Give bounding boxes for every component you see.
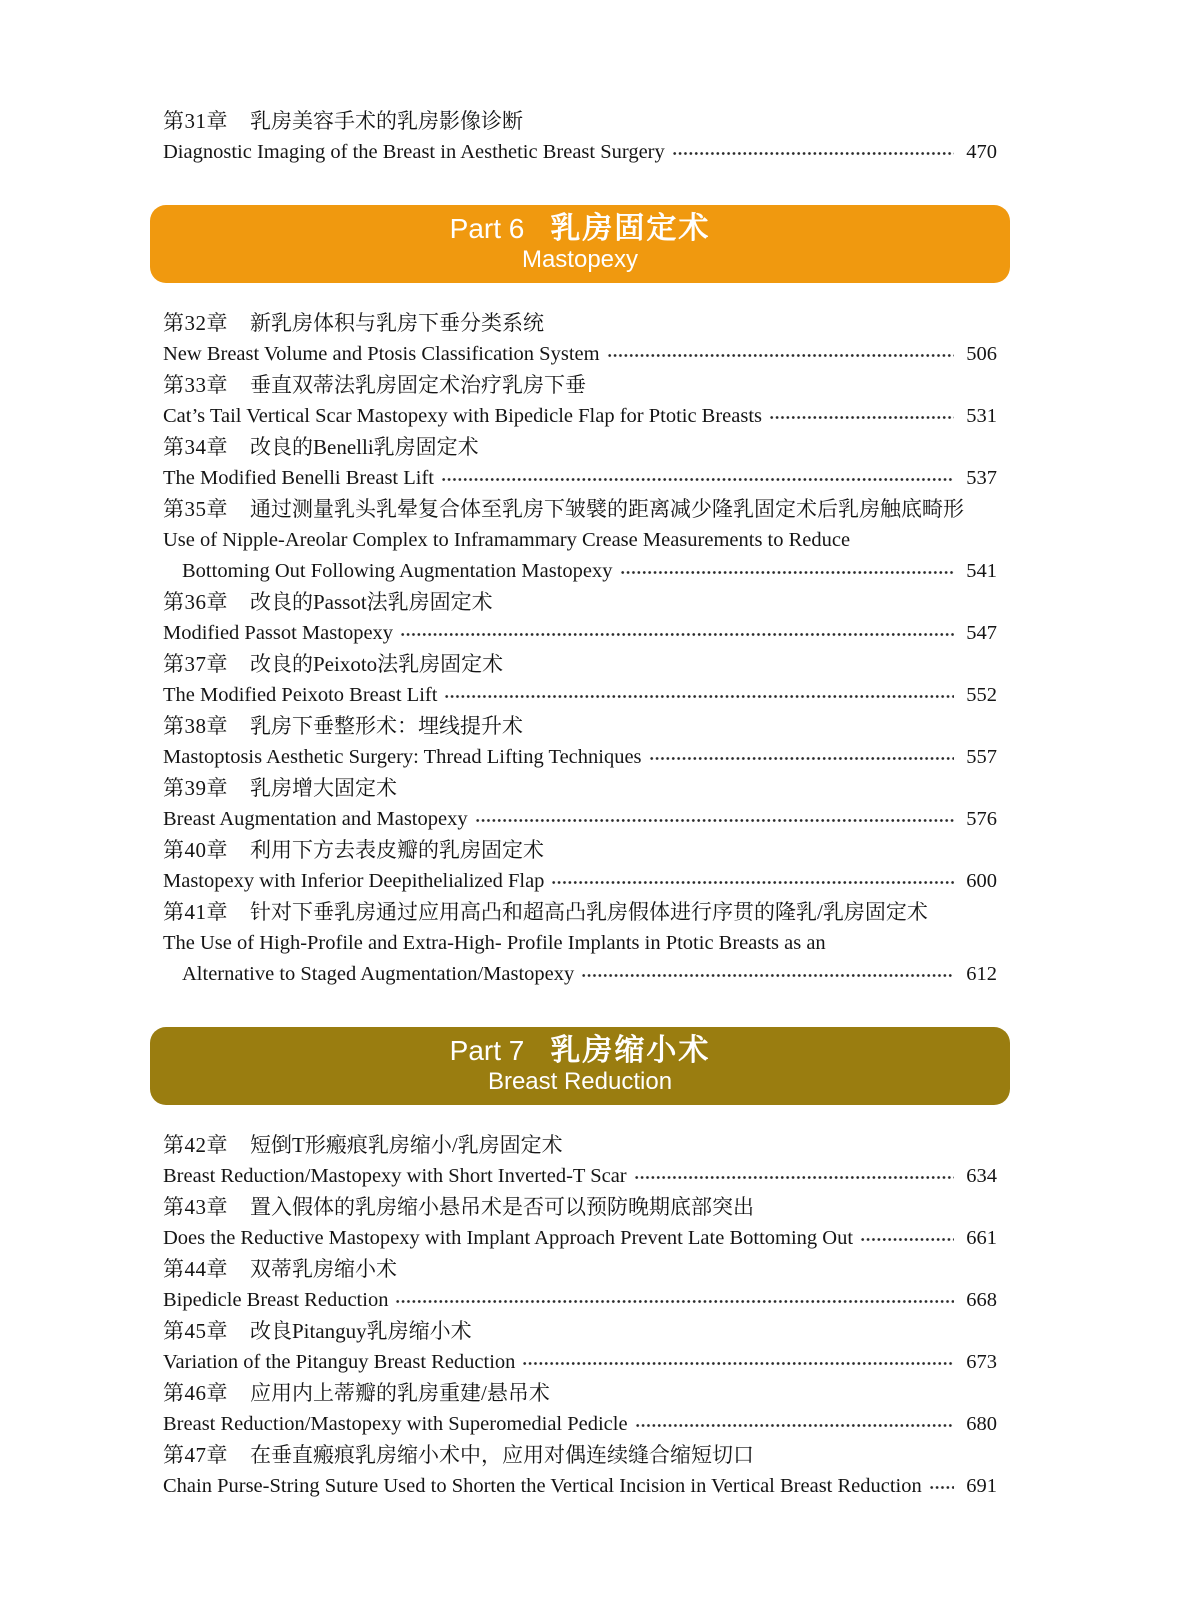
toc-entry — [163, 1192, 997, 1254]
chapter-title-zh: 新乳房体积与乳房下垂分类系统 — [250, 311, 544, 335]
page-number: 691 — [966, 1475, 997, 1497]
toc-entry — [163, 494, 997, 587]
toc-entry — [163, 106, 997, 168]
dot-leader — [620, 571, 955, 574]
page-number: 531 — [966, 405, 997, 427]
chapter-title-en: The Use of High-Profile and Extra-High- Profile Implants in Ptotic Breasts as an — [163, 932, 826, 954]
dot-leader — [400, 633, 954, 636]
dot-leader — [551, 881, 954, 884]
page-number: 661 — [966, 1227, 997, 1249]
chapter-title-zh: 短倒T形瘢痕乳房缩小/乳房固定术 — [250, 1133, 563, 1157]
toc-entry — [163, 835, 997, 897]
chapter-title-en: Diagnostic Imaging of the Breast in Aesthetic Breast Surgery — [163, 141, 665, 163]
toc-entry — [163, 370, 997, 432]
chapter-title-zh: 垂直双蒂法乳房固定术治疗乳房下垂 — [250, 373, 586, 397]
chapter-zh-line — [163, 370, 997, 401]
chapter-title-en: Breast Reduction/Mastopexy with Short Inverted-T Scar — [163, 1165, 627, 1187]
page-number: 506 — [966, 343, 997, 365]
chapter-number: 第44章 — [163, 1257, 228, 1281]
chapter-zh-line — [163, 1254, 997, 1285]
page-number: 668 — [966, 1289, 997, 1311]
toc-entry — [163, 308, 997, 370]
chapter-title-en: Bottoming Out Following Augmentation Mastopexy — [182, 560, 613, 582]
part-label: Part 7 — [449, 1035, 525, 1066]
page-number: 634 — [966, 1165, 997, 1187]
chapter-number: 第36章 — [163, 590, 228, 614]
chapter-title-en: Breast Reduction/Mastopexy with Superomedial Pedicle — [163, 1413, 628, 1435]
toc-entry — [163, 1254, 997, 1316]
chapter-title-en: Breast Augmentation and Mastopexy — [163, 808, 468, 830]
dot-leader — [522, 1362, 954, 1365]
page-number: 537 — [966, 467, 997, 489]
chapter-en-line — [163, 339, 997, 370]
chapter-en-line — [163, 463, 997, 494]
chapter-zh-line — [163, 1192, 997, 1223]
chapter-en-line — [163, 618, 997, 649]
chapter-title-zh: 乳房增大固定术 — [250, 776, 397, 800]
chapter-en-line — [163, 1409, 997, 1440]
part-banner-heading — [150, 212, 1010, 246]
chapter-zh-line — [163, 1440, 997, 1471]
chapter-zh-line — [163, 773, 997, 804]
chapter-number: 第35章 — [163, 497, 228, 521]
dot-leader — [475, 819, 954, 822]
chapter-title-en: New Breast Volume and Ptosis Classification System — [163, 343, 600, 365]
page-number: 576 — [966, 808, 997, 830]
dot-leader — [634, 1176, 954, 1179]
chapter-number: 第33章 — [163, 373, 228, 397]
toc-entry — [163, 773, 997, 835]
dot-leader — [929, 1486, 954, 1489]
chapter-title-zh: 针对下垂乳房通过应用高凸和超高凸乳房假体进行序贯的隆乳/乳房固定术 — [250, 900, 928, 924]
chapter-title-en: Cat’s Tail Vertical Scar Mastopexy with Bipedicle Flap for Ptotic Breasts — [163, 405, 763, 427]
chapter-en-line — [163, 137, 997, 168]
chapter-title-zh: 改良的Peixoto法乳房固定术 — [250, 652, 504, 676]
chapter-zh-line — [163, 1130, 997, 1161]
part-banner-heading — [150, 1034, 1010, 1068]
chapter-number: 第40章 — [163, 838, 228, 862]
part-title-en: Mastopexy — [521, 246, 639, 273]
chapter-en-line — [163, 401, 997, 432]
chapter-number: 第38章 — [163, 714, 228, 738]
chapter-number: 第37章 — [163, 652, 228, 676]
toc-entry — [163, 1378, 997, 1440]
chapter-zh-line — [163, 106, 997, 137]
chapter-title-en: Use of Nipple-Areolar Complex to Inframammary Crease Measurements to Reduce — [163, 529, 851, 551]
chapter-number: 第45章 — [163, 1319, 228, 1343]
page-number: 552 — [966, 684, 997, 706]
toc-entry — [163, 1130, 997, 1192]
chapter-en-line-continued — [163, 556, 997, 587]
dot-leader — [581, 974, 954, 977]
chapter-title-en: Variation of the Pitanguy Breast Reduction — [163, 1351, 516, 1373]
chapter-zh-line — [163, 587, 997, 618]
part-banner-part6 — [150, 205, 1010, 283]
chapter-title-zh: 改良的Benelli乳房固定术 — [250, 435, 479, 459]
chapter-title-zh: 乳房美容手术的乳房影像诊断 — [250, 109, 523, 133]
toc-entry — [163, 1440, 997, 1502]
chapter-zh-line — [163, 649, 997, 680]
dot-leader — [860, 1238, 954, 1241]
chapter-number: 第43章 — [163, 1195, 228, 1219]
dot-leader — [649, 757, 954, 760]
chapter-number: 第46章 — [163, 1381, 228, 1405]
chapter-title-zh: 在垂直瘢痕乳房缩小术中，应用对偶连续缝合缩短切口 — [250, 1443, 754, 1467]
chapter-title-en: Modified Passot Mastopexy — [163, 622, 394, 644]
chapter-en-line — [163, 1285, 997, 1316]
page-number: 541 — [966, 560, 997, 582]
chapter-zh-line — [163, 308, 997, 339]
dot-leader — [769, 416, 954, 419]
page-number: 612 — [966, 963, 997, 985]
chapter-en-line-continued — [163, 959, 997, 990]
page-number: 470 — [966, 141, 997, 163]
chapter-zh-line — [163, 835, 997, 866]
part-title-zh: 乳房固定术 — [550, 212, 711, 245]
chapter-title-zh: 应用内上蒂瓣的乳房重建/悬吊术 — [250, 1381, 550, 1405]
chapter-title-en: Mastopexy with Inferior Deepithelialized Flap — [163, 870, 545, 892]
page-number: 673 — [966, 1351, 997, 1373]
chapter-zh-line — [163, 711, 997, 742]
chapter-en-line — [163, 804, 997, 835]
toc-entry — [163, 432, 997, 494]
chapter-title-en: Does the Reductive Mastopexy with Implant Approach Prevent Late Bottoming Out — [163, 1227, 854, 1249]
chapter-title-en: Chain Purse-String Suture Used to Shorten the Vertical Incision in Vertical Breast Reduction — [163, 1475, 922, 1497]
chapter-number: 第34章 — [163, 435, 228, 459]
chapter-zh-line — [163, 1378, 997, 1409]
dot-leader — [607, 354, 954, 357]
chapter-en-line — [163, 1471, 997, 1502]
chapter-en-line — [163, 742, 997, 773]
part-title-en: Breast Reduction — [487, 1068, 673, 1095]
chapter-title-zh: 双蒂乳房缩小术 — [250, 1257, 397, 1281]
dot-leader — [444, 695, 954, 698]
toc-entry — [163, 587, 997, 649]
chapter-number: 第47章 — [163, 1443, 228, 1467]
chapter-number: 第39章 — [163, 776, 228, 800]
dot-leader — [441, 478, 954, 481]
chapter-zh-line — [163, 897, 997, 928]
chapter-en-line — [163, 1161, 997, 1192]
toc-entry — [163, 711, 997, 773]
chapter-en-line — [163, 866, 997, 897]
toc-entry — [163, 897, 997, 990]
chapter-number: 第42章 — [163, 1133, 228, 1157]
chapter-title-en: Alternative to Staged Augmentation/Mastopexy — [182, 963, 575, 985]
page-number: 557 — [966, 746, 997, 768]
chapter-title-zh: 利用下方去表皮瓣的乳房固定术 — [250, 838, 544, 862]
chapter-title-zh: 置入假体的乳房缩小悬吊术是否可以预防晚期底部突出 — [250, 1195, 754, 1219]
part-title-zh: 乳房缩小术 — [550, 1034, 711, 1067]
chapter-number: 第32章 — [163, 311, 228, 335]
page-number: 547 — [966, 622, 997, 644]
toc-entry — [163, 649, 997, 711]
chapter-title-zh: 改良的Passot法乳房固定术 — [250, 590, 493, 614]
chapter-en-line — [163, 1223, 997, 1254]
dot-leader — [672, 152, 954, 155]
dot-leader — [395, 1300, 954, 1303]
chapter-title-en: Mastoptosis Aesthetic Surgery: Thread Lifting Techniques — [163, 746, 642, 768]
chapter-en-line — [163, 928, 997, 959]
chapter-number: 第31章 — [163, 109, 228, 133]
chapter-title-zh: 改良Pitanguy乳房缩小术 — [250, 1319, 472, 1343]
page-number: 600 — [966, 870, 997, 892]
chapter-title-zh: 乳房下垂整形术：埋线提升术 — [250, 714, 523, 738]
page-number: 680 — [966, 1413, 997, 1435]
chapter-number: 第41章 — [163, 900, 228, 924]
chapter-en-line — [163, 680, 997, 711]
toc-entry — [163, 1316, 997, 1378]
chapter-title-en: The Modified Peixoto Breast Lift — [163, 684, 438, 706]
chapter-title-zh: 通过测量乳头乳晕复合体至乳房下皱襞的距离减少隆乳固定术后乳房触底畸形 — [250, 497, 964, 521]
chapter-title-en: The Modified Benelli Breast Lift — [163, 467, 434, 489]
dot-leader — [635, 1424, 954, 1427]
chapter-zh-line — [163, 1316, 997, 1347]
chapter-en-line — [163, 1347, 997, 1378]
chapter-en-line — [163, 525, 997, 556]
chapter-title-en: Bipedicle Breast Reduction — [163, 1289, 389, 1311]
chapter-zh-line — [163, 494, 997, 525]
chapter-zh-line — [163, 432, 997, 463]
part-label: Part 6 — [449, 213, 525, 244]
part-banner-part7 — [150, 1027, 1010, 1105]
